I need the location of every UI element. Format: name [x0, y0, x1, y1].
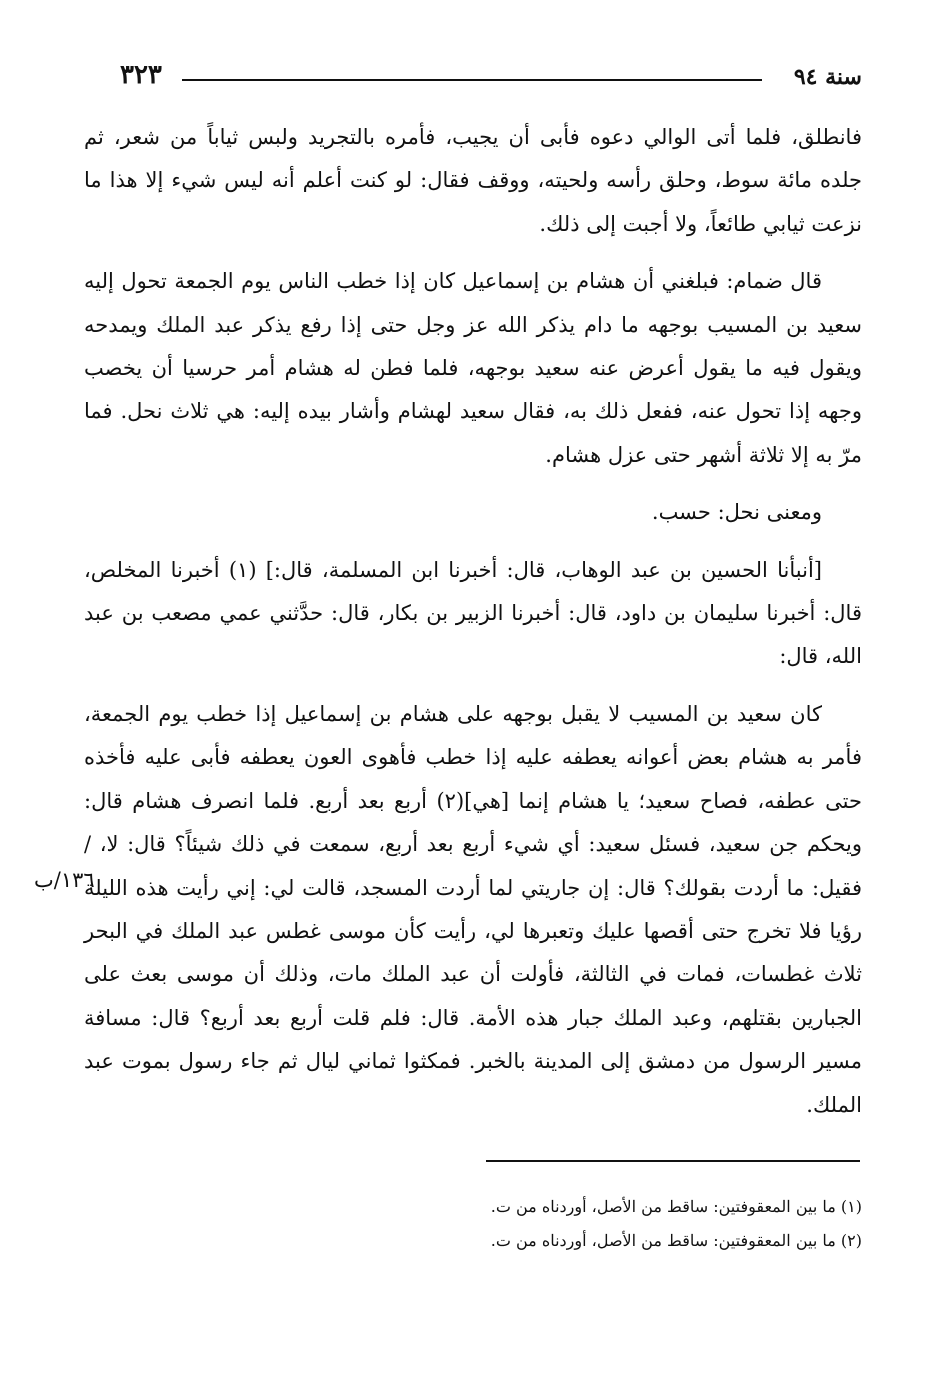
- paragraph-4: [أنبأنا الحسين بن عبد الوهاب، قال: أخبرنا ابن المسلمة، قال:] (١) أخبرنا المخلص، قال: أخبرنا سليمان بن داود، قال: أخبرنا الزبير بن بكار، قال: حدَّثني عمي مصعب بن عبد الله، قال:: [84, 557, 862, 669]
- header-rule: [182, 79, 762, 81]
- main-text: [84, 116, 862, 1127]
- paragraph-1: فانطلق، فلما أتى الوالي دعوه فأبى أن يجيب، فأمره بالتجريد ولبس ثياباً من شعر، ثم جلده مائة سوط، وحلق رأسه ولحيته، ووقف فقال: لو كنت أعلم أنه ليس شيء إلا هذا ما نزعت ثيابي طائعاً، ولا أجبت إلى ذلك.: [84, 125, 862, 236]
- paragraph-2: قال ضمام: فبلغني أن هشام بن إسماعيل كان إذا خطب الناس يوم الجمعة تحول إليه سعيد بن المسيب بوجهه ما دام يذكر الله عز وجل حتى إذا رفع يذكر عبد الملك ويمدحه ويقول فيه ما يقول أعرض عنه سعيد بوجهه، فلما فطن له هشام أمر حرسيا أن يخصب وجهه إذا تحول عنه، ففعل ذلك به، فقال سعيد لهشام وأشار بيده إليه: هي ثلاث نحل. فما مرّ به إلا ثلاثة أشهر حتى عزل هشام.: [84, 269, 862, 467]
- footnote-1: (١) ما بين المعقوفتين: ساقط من الأصل، أوردناه من ت.: [490, 1197, 862, 1216]
- page-number: ٣٢٣: [120, 60, 162, 90]
- paragraph-5: كان سعيد بن المسيب لا يقبل بوجهه على هشام بن إسماعيل إذا خطب يوم الجمعة، فأمر به هشام بعض أعوانه يعطفه عليه إذا خطب فأهوى العون يعطفه فأبى عليه فأخذه حتى عطفه، فصاح سعيد؛ يا هشام إنما [هي](٢) أربع بعد أربع. فلما انصرف هشام قال: ويحكم جن سعيد، فسئل سعيد: أي شيء أربع بعد أربع، سمعت في ذلك شيئاً؟ قال: لا، / فقيل: ما أردت بقولك؟ قال: إن جاريتي لما أردت المسجد، قالت لي: إني رأيت هذه الليلة رؤيا فلا تخرج حتى أقصها عليك وتعبرها لي، رأيت كأن موسى غطس عبد الملك في البحر ثلاث غطسات، فمات في الثالثة، فأولت أن عبد الملك مات، وذلك أن موسى بعث على الجبارين بقتلهم، وعبد الملك جبار هذه الأمة. قال: فلم قلت أربع بعد أربع؟ قال: مسافة مسير الرسول من دمشق إلى المدينة بالخبر. فمكثوا ثماني ليال ثم جاء رسول بموت عبد الملك.: [84, 701, 862, 1117]
- paragraph-3: ومعنى نحل: حسب.: [651, 500, 822, 525]
- footnote-divider: [486, 1160, 860, 1162]
- header-year: سنة ٩٤: [793, 64, 862, 90]
- footnotes: [400, 1190, 862, 1258]
- manuscript-folio-ref: ١٣٦/ب: [34, 868, 95, 892]
- footnote-2: (٢) ما بين المعقوفتين: ساقط من الأصل، أوردناه من ت.: [490, 1231, 862, 1250]
- running-header: [120, 60, 862, 94]
